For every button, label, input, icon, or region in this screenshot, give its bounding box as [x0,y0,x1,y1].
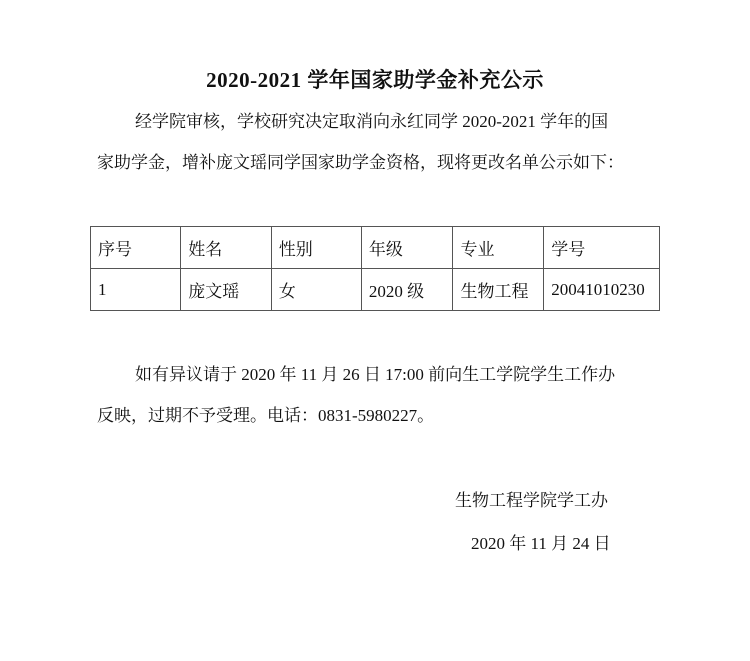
signature-date: 2020 年 11 月 24 日 [471,534,611,553]
notice-line-1: 如有异议请于 2020 年 11 月 26 日 17:00 前向生工学院学生工作办 [135,365,616,384]
notice-line-2: 反映，过期不予受理。电话：0831-5980227。 [97,406,435,425]
table-header-row [91,227,660,269]
cell-index: 1 [91,269,181,311]
intro-paragraph [97,101,663,183]
cell-grade: 2020 级 [361,269,453,311]
objection-notice-paragraph [97,354,663,436]
header-cell-name: 姓名 [181,227,271,269]
header-cell-major: 专业 [453,227,544,269]
document-title: 2020-2021 学年国家助学金补充公示 [206,68,544,92]
header-cell-index: 序号 [91,227,181,269]
signature-organization: 生物工程学院学工办 [455,491,608,510]
intro-line-2: 家助学金，增补庞文瑶同学国家助学金资格，现将更改名单公示如下： [97,153,624,172]
cell-student-id: 20041010230 [544,269,660,311]
roster-table [90,226,660,311]
intro-line-1: 经学院审核，学校研究决定取消向永红同学 2020-2021 学年的国 [135,112,609,131]
header-cell-student-id: 学号 [544,227,660,269]
cell-major: 生物工程 [453,269,544,311]
table-row [91,269,660,311]
cell-gender: 女 [271,269,361,311]
header-cell-grade: 年级 [361,227,453,269]
header-cell-gender: 性别 [271,227,361,269]
cell-name: 庞文瑶 [181,269,271,311]
